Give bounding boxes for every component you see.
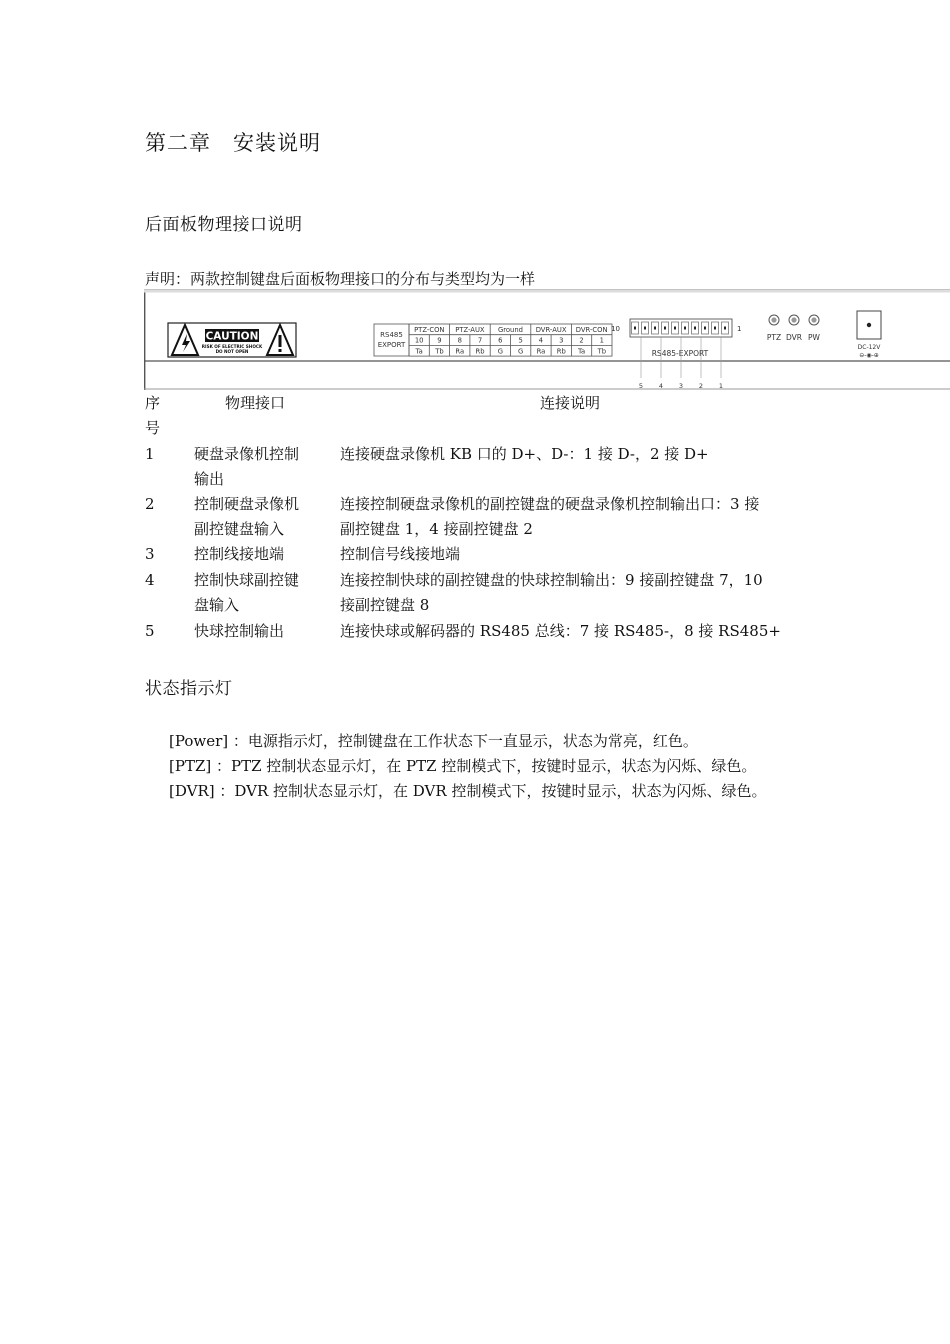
row-description-cont: 接副控键盘 8 xyxy=(340,596,430,614)
pin-signal: Ra xyxy=(455,347,465,356)
header-interface: 物理接口 xyxy=(225,394,286,412)
row-number: 4 xyxy=(145,571,155,589)
rear-panel-diagram xyxy=(144,289,950,390)
row-interface: 硬盘录像机控制 xyxy=(194,445,300,463)
pin-number: 3 xyxy=(559,336,564,345)
dc-power-jack xyxy=(857,311,881,359)
row-description: 连接控制快球的副控键盘的快球控制输出：9 接副控键盘 7，10 xyxy=(340,571,763,589)
pin-number: 1 xyxy=(599,336,605,345)
rs485-label-line-2: EXPORT xyxy=(377,341,406,349)
pin-signal: Ta xyxy=(577,347,586,356)
pin-number: 7 xyxy=(477,336,483,345)
header-number-2: 号 xyxy=(145,419,161,437)
pin-signal: Tb xyxy=(435,347,444,356)
led-label: DVR xyxy=(786,333,802,342)
row-interface-cont: 盘输入 xyxy=(194,596,240,614)
row-interface-cont: 输出 xyxy=(194,470,225,488)
terminal-right-number: 1 xyxy=(737,325,742,333)
row-interface: 快球控制输出 xyxy=(194,622,285,640)
pin-group-label: PTZ-AUX xyxy=(455,326,485,334)
pin-signal: Rb xyxy=(556,347,566,356)
row-interface: 控制快球副控键 xyxy=(194,571,300,589)
row-description-cont: 副控键盘 1，4 接副控键盘 2 xyxy=(340,520,533,538)
pin-signal: Ta xyxy=(415,347,423,356)
pin-signal: Rb xyxy=(475,347,485,356)
indicator-power: [Power] ：电源指示灯，控制键盘在工作状态下一直显示，状态为常亮，红色。 xyxy=(169,732,698,750)
pin-signal: Tb xyxy=(597,347,607,356)
pin-number: 10 xyxy=(414,336,424,345)
terminal-bottom-number: 4 xyxy=(658,382,664,390)
row-description: 连接快球或解码器的 RS485 总线：7 接 RS485-，8 接 RS485+ xyxy=(340,622,781,640)
pin-signal: G xyxy=(497,347,503,356)
row-interface: 控制线接地端 xyxy=(194,545,285,563)
pin-group-label: Ground xyxy=(497,326,524,334)
pin-number: 5 xyxy=(518,336,523,345)
caution-label xyxy=(168,323,296,357)
pin-signal: Ra xyxy=(536,347,546,356)
pin-number: 8 xyxy=(457,336,462,345)
section-title-indicators: 状态指示灯 xyxy=(145,679,233,699)
pin-signal: G xyxy=(518,347,524,356)
pin-group-label: DVR-CON xyxy=(575,326,608,334)
chapter-title: 第二章 安装说明 xyxy=(145,131,321,155)
row-interface-cont: 副控键盘输入 xyxy=(194,520,285,538)
pin-group-label: PTZ-CON xyxy=(414,326,445,334)
pin-group-label: DVR-AUX xyxy=(535,326,567,334)
pin-number: 9 xyxy=(437,336,442,345)
row-number: 1 xyxy=(145,445,155,463)
header-description: 连接说明 xyxy=(540,394,601,412)
status-leds xyxy=(767,315,821,342)
row-number: 5 xyxy=(145,622,155,640)
pin-number: 6 xyxy=(498,336,503,345)
terminal-bottom-number: 3 xyxy=(678,382,684,390)
row-interface: 控制硬盘录像机 xyxy=(194,495,300,513)
row-number: 2 xyxy=(145,495,155,513)
terminal-block xyxy=(611,319,741,390)
statement: 声明：两款控制键盘后面板物理接口的分布与类型均为一样 xyxy=(145,270,536,288)
row-description: 控制信号线接地端 xyxy=(340,545,461,563)
caution-title: CAUTION xyxy=(205,330,259,343)
section-title-rear-panel: 后面板物理接口说明 xyxy=(145,215,303,235)
rs485-label-line-1: RS485 xyxy=(380,331,403,339)
terminal-bottom-number: 1 xyxy=(718,382,724,390)
pin-number: 2 xyxy=(579,336,584,345)
row-description: 连接硬盘录像机 KB 口的 D+、D-：1 接 D-，2 接 D+ xyxy=(340,445,709,463)
power-symbol: ⊖-◉-⊕ xyxy=(859,352,879,359)
header-number-1: 序 xyxy=(145,394,161,412)
terminal-left-number: 10 xyxy=(611,325,620,333)
row-number: 3 xyxy=(145,545,155,563)
row-description: 连接控制硬盘录像机的副控键盘的硬盘录像机控制输出口：3 接 xyxy=(340,495,760,513)
indicator-dvr: [DVR] ：DVR 控制状态显示灯，在 DVR 控制模式下，按键时显示，状态为闪烁、绿色。 xyxy=(169,782,767,800)
power-label: DC-12V xyxy=(857,344,881,351)
indicator-ptz: [PTZ] ：PTZ 控制状态显示灯，在 PTZ 控制模式下，按键时显示，状态为闪烁、绿色。 xyxy=(169,757,757,775)
terminal-bottom-number: 5 xyxy=(638,382,644,390)
caution-line-2: DO NOT OPEN xyxy=(215,349,249,354)
terminal-bottom-number: 2 xyxy=(698,382,704,390)
led-label: PTZ xyxy=(766,333,782,342)
led-label: PW xyxy=(808,333,820,342)
rs485-pin-table xyxy=(374,324,612,356)
terminal-label: RS485-EXPORT xyxy=(651,349,709,358)
caution-line-1: RISK OF ELECTRIC SHOCK xyxy=(201,344,263,349)
pin-number: 4 xyxy=(538,336,544,345)
table-header xyxy=(145,391,825,441)
